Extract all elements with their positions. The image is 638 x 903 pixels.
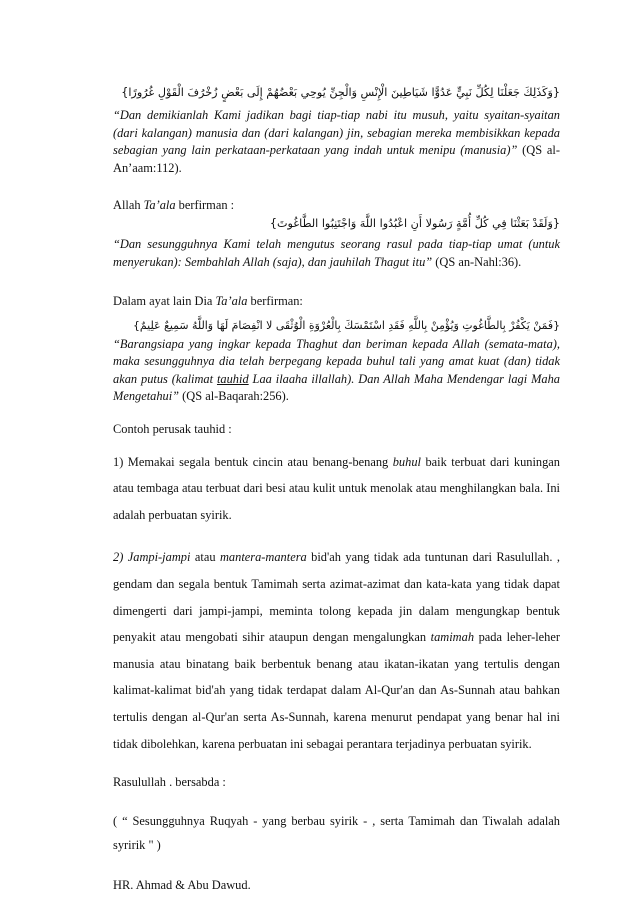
item-1-b: buhul (392, 454, 421, 469)
item-2-c: mantera-mantera (219, 550, 307, 565)
verse-2-arabic: {وَلَقَدْ بَعَثْنَا فِي كُلِّ أُمَّةٍ رَسُولا أَنِ اعْبُدُوا اللَّهَ وَاجْتَنِبُوا الطَّاغُوتَ} (269, 217, 560, 231)
item-2-e: tamimah (430, 630, 475, 645)
intro-3-a: Dalam ayat lain Dia (113, 293, 216, 308)
item-2-b: atau (190, 550, 220, 565)
item-2-a: 2) Jampi-jampi (113, 550, 191, 565)
item-2-d: bid'ah yang tidak ada tuntunan dari Rasulullah. , gendam dan segala bentuk Tamimah serta azimat-azimat dan kata-kata yang tidak dapat dimengerti dari jampi-jampi, meminta tolong kepada jin dalam mengungkap bentuk penyakit atau mengobati sihir ataupun dengan mengalungkan (113, 550, 560, 645)
rasul-line: Rasulullah . bersabda : (113, 775, 226, 790)
item-1 (113, 449, 560, 529)
verse-1-arabic: {وَكَذَلِكَ جَعَلْنَا لِكُلِّ نَبِيٍّ عَدُوًّا شَيَاطِينَ الْإِنْسِ وَالْجِنِّ يُوحِي بَعْضُهُمْ إِلَى بَعْضٍ زُخْرُفَ الْقَوْلِ غُرُورًا} (121, 86, 560, 99)
verse-1-translation (113, 107, 560, 177)
verse-3-translation (113, 336, 560, 406)
verse-1-reference: (QS al-An’aam:112). (113, 143, 560, 175)
item-1-a: 1) Memakai segala bentuk cincin atau benang-benang (113, 454, 393, 469)
intro-3-b: Ta’ala (215, 293, 248, 308)
intro-2-a: Allah (113, 198, 144, 213)
item-2-f: pada leher-leher manusia atau binatang baik berbentuk benang atau ikatan-ikatan yang tertulis dengan kalimat-kalimat bid'ah yang tidak terdapat dalam Al-Qur'an dan As-Sunnah atau bahkan tertulis dengan al-Qur'an serta As-Sunnah, karena menurut pendapat yang benar hal ini tidak dibolehkan, karena perbuatan ini sebagai perantara terjadinya perbuatan syirik. (113, 630, 560, 751)
verse-3-arabic: {فَمَنْ يَكْفُرْ بِالطَّاغُوتِ وَيُؤْمِنْ بِاللَّهِ فَقَدِ اسْتَمْسَكَ بِالْعُرْوَةِ الْوُثْقَى لا انْفِصَامَ لَهَا وَاللَّهُ سَمِيعٌ عَلِيمٌ} (133, 318, 560, 332)
intro-2-c: berfirman : (175, 198, 235, 213)
verse-3-reference: (QS al-Baqarah:256). (179, 389, 289, 404)
item-2 (113, 544, 560, 757)
verse-3-underlined: tauhid (216, 371, 249, 386)
verse-3-text-a: “Barangsiapa yang ingkar kepada Thaghut dan beriman kepada Allah (semata-mata), maka sesungguhnya dia telah berpegang kepada buhul tali yang amat kuat (dan) tidak akan putus (kalimat (113, 336, 560, 386)
intro-3 (113, 293, 560, 310)
verse-2-reference: (QS an-Nahl:36). (432, 254, 522, 269)
item-1-c: baik terbuat dari kuningan atau tembaga atau terbuat dari besi atau kulit untuk menolak atau menghilangkan bala. Ini adalah perbuatan syirik. (113, 454, 560, 522)
verse-1-text: “Dan demikianlah Kami jadikan bagi tiap-tiap nabi itu musuh, yaitu syaitan-syaitan (dari kalangan) manusia dan (dari kalangan) jin, sebagian mereka membisikkan kepada sebagian yang lain perkataan-perkataan yang indah untuk menipu (manusia)” (113, 108, 560, 158)
hadith-text: ( “ Sesungguhnya Ruqyah - yang berbau syirik - , serta Tamimah dan Tiwalah adalah syririk " ) (113, 814, 560, 853)
intro-3-c: berfirman: (247, 293, 303, 308)
verse-2-text: “Dan sesungguhnya Kami telah mengutus seorang rasul pada tiap-tiap umat (untuk menyerukan): Sembahlah Allah (saja), dan jauhilah Thagut itu” (113, 237, 560, 269)
document-page (113, 83, 560, 894)
intro-2-b: Ta’ala (143, 198, 176, 213)
hadith-source: HR. Ahmad & Abu Dawud. (113, 878, 251, 893)
verse-2-translation (113, 236, 560, 271)
section-heading: Contoh perusak tauhid : (113, 421, 232, 436)
intro-2 (113, 197, 560, 214)
verse-3-text-b: Laa ilaaha illallah). Dan Allah Maha Mendengar lagi Maha Mengetahui” (113, 371, 560, 404)
